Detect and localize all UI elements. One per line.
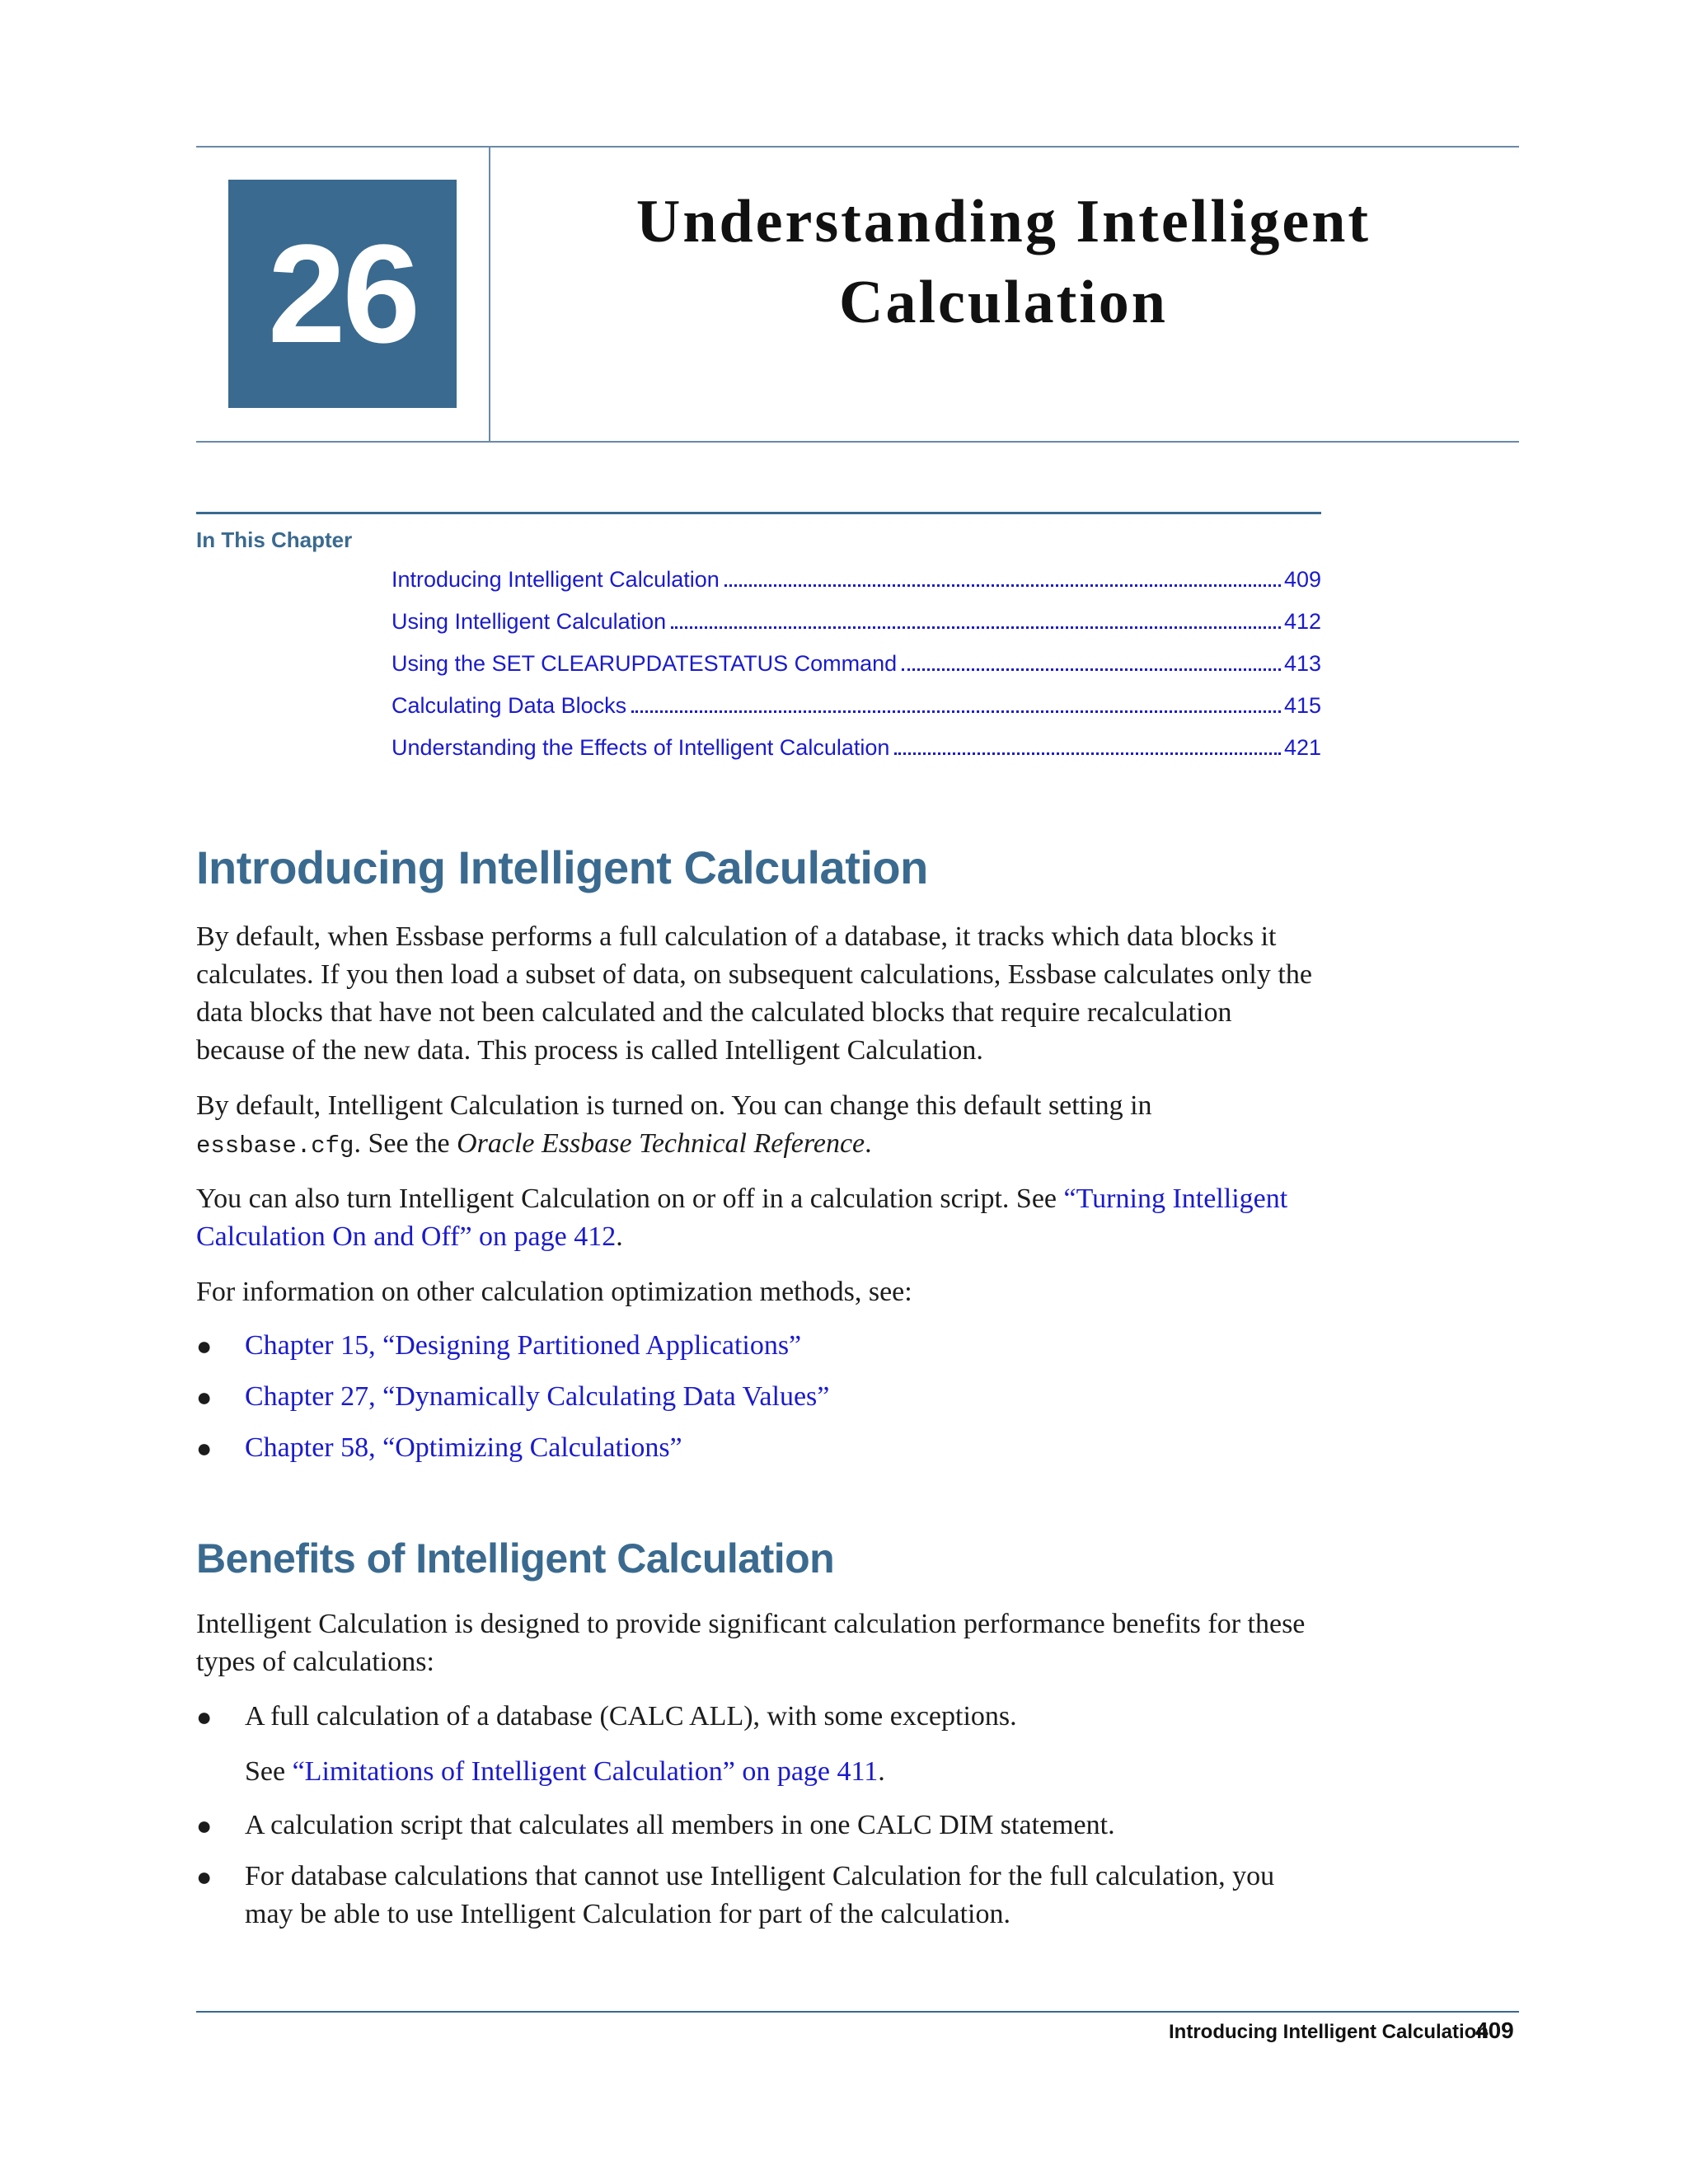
header-top-rule xyxy=(196,146,1519,148)
toc-item-label[interactable]: Calculating Data Blocks xyxy=(392,693,627,718)
chapter-number-box xyxy=(228,180,457,408)
toc-list xyxy=(392,567,1321,777)
toc-item-label[interactable]: Introducing Intelligent Calculation xyxy=(392,567,720,592)
toc-item-using[interactable] xyxy=(392,609,1321,651)
toc-heading: In This Chapter xyxy=(196,527,353,552)
link-chapter-15[interactable]: Chapter 15, “Designing Partitioned Applications” xyxy=(245,1330,802,1361)
toc-item-understanding-effects[interactable] xyxy=(392,735,1321,777)
paragraph-turn-on-off xyxy=(196,1180,1321,1256)
toc-item-calculating-data-blocks[interactable] xyxy=(392,693,1321,735)
paragraph-text: . xyxy=(865,1128,872,1159)
toc-rule xyxy=(196,512,1321,514)
link-chapter-58[interactable]: Chapter 58, “Optimizing Calculations” xyxy=(245,1432,682,1463)
paragraph-benefits: Intelligent Calculation is designed to provide significant calculation performance benefits for these types of calculations: xyxy=(196,1609,1306,1677)
bullet-icon: ● xyxy=(196,1433,213,1463)
list-item-text: For database calculations that cannot use Intelligent Calculation for the full calculation, you may be able to use Intelligent Calculation for part of the calculation. xyxy=(245,1861,1275,1929)
bullet-icon: ● xyxy=(196,1811,213,1840)
chapter-title xyxy=(544,181,1463,343)
toc-leader-dots xyxy=(724,584,1281,587)
chapter-number: 26 xyxy=(267,215,418,373)
see-also-line xyxy=(245,1753,1321,1791)
toc-item-page[interactable]: 415 xyxy=(1283,693,1321,718)
link-limitations[interactable]: “Limitations of Intelligent Calculation” on page 411 xyxy=(292,1756,879,1787)
paragraph-text: See xyxy=(245,1756,293,1787)
footer-section-title: Introducing Intelligent Calculation xyxy=(1169,2021,1489,2043)
header-vertical-rule xyxy=(489,146,490,441)
paragraph-text: . xyxy=(878,1756,885,1787)
bullet-icon: ● xyxy=(196,1702,213,1732)
link-chapter-27[interactable]: Chapter 27, “Dynamically Calculating Data Values” xyxy=(245,1381,830,1412)
paragraph-text: By default, Intelligent Calculation is turned on. You can change this default setting in xyxy=(196,1090,1152,1121)
toc-item-label[interactable]: Using Intelligent Calculation xyxy=(392,609,667,634)
paragraph-other-methods: For information on other calculation optimization methods, see: xyxy=(196,1277,912,1307)
paragraph-text: . xyxy=(616,1221,623,1252)
footer-page-number: 409 xyxy=(1475,2018,1514,2043)
paragraph-text: . See the xyxy=(354,1128,457,1159)
chapter-title-line-2: Calculation xyxy=(839,269,1168,336)
toc-item-label[interactable]: Using the SET CLEARUPDATESTATUS Command xyxy=(392,651,898,676)
toc-leader-dots xyxy=(631,710,1281,713)
footer-rule xyxy=(196,2011,1519,2013)
paragraph-text: You can also turn Intelligent Calculation on or off in a calculation script. See xyxy=(196,1183,1064,1214)
paragraph-intro: By default, when Essbase performs a full calculation of a database, it tracks which data blocks it calculates. If you then load a subset of data, on subsequent calculations, Essbase calculates only the data blocks that have not been calculated and the calculated blocks that require recalculation because of the new data. This process is called Intelligent Calculation. xyxy=(196,921,1312,1066)
toc-item-page[interactable]: 412 xyxy=(1283,609,1321,634)
header-bottom-rule xyxy=(196,441,1519,443)
config-filename: essbase.cfg xyxy=(196,1132,354,1160)
toc-item-page[interactable]: 409 xyxy=(1283,567,1321,592)
bullet-icon: ● xyxy=(196,1382,213,1412)
bullet-icon: ● xyxy=(196,1331,213,1361)
toc-item-label[interactable]: Understanding the Effects of Intelligent Calculation xyxy=(392,735,890,760)
list-item-text: A full calculation of a database (CALC ALL), with some exceptions. xyxy=(245,1701,1017,1732)
link-turning-intelligent-calculation[interactable]: “Turning Intelligent Calculation On and Off” on page 412 xyxy=(196,1183,1288,1252)
toc-item-page[interactable]: 421 xyxy=(1283,735,1321,760)
paragraph-default-setting xyxy=(196,1087,1321,1165)
toc-item-introducing[interactable] xyxy=(392,567,1321,609)
toc-leader-dots xyxy=(671,626,1281,629)
toc-item-set-clearupdatestatus[interactable] xyxy=(392,651,1321,693)
section-heading-introducing: Introducing Intelligent Calculation xyxy=(196,841,928,893)
toc-leader-dots xyxy=(902,668,1281,671)
toc-item-page[interactable]: 413 xyxy=(1283,651,1321,676)
list-item-text: A calculation script that calculates all members in one CALC DIM statement. xyxy=(245,1810,1115,1840)
reference-title: Oracle Essbase Technical Reference xyxy=(457,1128,865,1159)
section-heading-benefits: Benefits of Intelligent Calculation xyxy=(196,1535,835,1582)
chapter-title-line-1: Understanding Intelligent xyxy=(635,188,1372,255)
bullet-icon: ● xyxy=(196,1862,213,1891)
toc-leader-dots xyxy=(894,752,1281,755)
